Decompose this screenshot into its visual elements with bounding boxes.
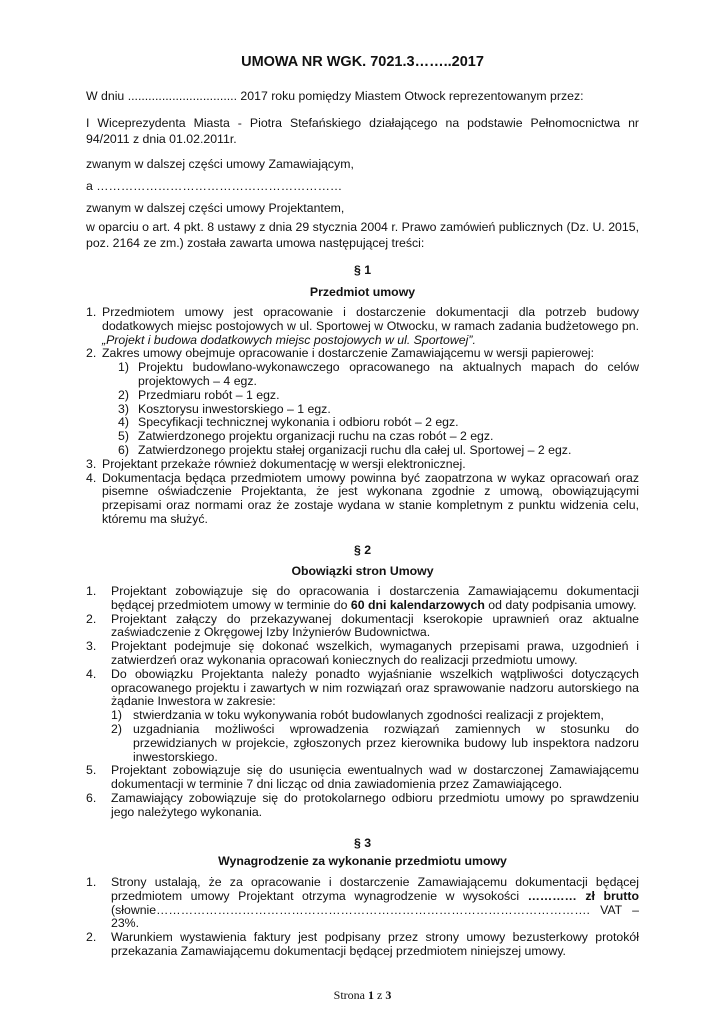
party-a-line: a …………………………………………………… <box>86 179 343 193</box>
amount-gross: ………… zł brutto <box>527 888 639 903</box>
supervision-sublist <box>111 709 639 764</box>
current-page: 1 <box>368 988 374 1002</box>
legal-basis: w oparciu o art. 4 pkt. 8 ustawy z dnia 29 stycznia 2004 r. Prawo zamówień publicznych (Dz. U. 2015, poz. 2164 ze zm.) została zawarta umowa następującej treści: <box>86 220 639 250</box>
list-item: 2. Zakres umowy obejmuje opracowanie i dostarczenie Zamawiającemu w wersji papierowej: 1) Projektu budowlano-wykonawczego opracowanego na aktualnych mapach do celów projektowych – 4 egz. 2) Przedmiaru robót – 1 egz. 3) Kosztorysu inwestorskiego – 1 egz. 4) Specyfikacji technicznej wykonania i odbioru robót – 2 egz. 5) Zatwierdzonego projektu organizacji ruchu na czas robót – 2 egz. 6) Zatwierdzonego projektu stałej organizacji ruchu dla całej ul. Sportowej – 2 egz. <box>86 346 639 457</box>
sublist-item: 1) stwierdzania w toku wykonywania robót budowlanych zgodności realizacji z projektem, <box>111 708 604 723</box>
sublist-item: 5) Zatwierdzonego projektu organizacji ruchu na czas robót – 2 egz. <box>118 429 494 444</box>
list-item: 1. Strony ustalają, że za opracowanie i dostarczenie Zamawiającemu dokumentacji będącej przedmiotem umowy Projektant otrzyma wynagrodzenie w wysokości ………… zł brutto (słownie……………………………………………………………………………………………. VAT – 23%. <box>86 875 639 931</box>
scope-sublist <box>102 361 639 458</box>
section-3-heading: Wynagrodzenie za wykonanie przedmiotu umowy <box>218 854 507 868</box>
section-1-heading: Przedmiot umowy <box>309 285 416 299</box>
list-item: 6. Zamawiający zobowiązuje się do protokolarnego odbioru przedmiotu umowy po sprawdzeniu jego należytego wykonania. <box>86 790 639 819</box>
list-item: 3. Projektant podejmuje się dokonać wszelkich, wymaganych przepisami prawa, uzgodnień i zatwierdzeń oraz wykonania opracowań koniecznych do realizacji przedmiotu umowy. <box>86 639 639 667</box>
list-item: 2. Projektant załączy do przekazywanej dokumentacji kserokopie uprawnień oraz aktualne zaświadczenie z Okręgowej Izby Inżynierów Budownictwa. <box>86 611 639 640</box>
total-pages: 3 <box>385 988 392 1002</box>
sublist-item: 4) Specyfikacji technicznej wykonania i odbioru robót – 2 egz. <box>118 415 459 430</box>
section-3-list <box>86 876 639 959</box>
list-item: 4. Dokumentacja będąca przedmiotem umowy powinna być zaopatrzona w wykaz opracowań oraz pisemne oświadczenie Projektanta, że jest wykonana zgodnie z umową, obowiązującymi przepisami oraz normami oraz że zostaje wydana w stanie kompletnym z punktu widzenia celu, któremu ma służyć. <box>86 470 639 526</box>
sublist-item: 2) uzgadniania możliwości wprowadzenia rozwiązań zamiennych w stosunku do przewidzianych w projekcie, zgłoszonych przez kierownika budowy lub inspektora nadzoru inwestorskiego. <box>111 721 639 764</box>
section-1-list <box>86 306 639 527</box>
section-2-sign: § 2 <box>353 543 372 557</box>
section-2-list <box>86 585 639 820</box>
representative-line: I Wiceprezydenta Miasta - Piotra Stefańskiego działającego na podstawie Pełnomocnictwa nr 94/2011 z dnia 01.02.2011r. <box>86 116 639 146</box>
list-item: 3. Projektant przekaże również dokumentację w wersji elektronicznej. <box>86 456 466 471</box>
deadline-days: 60 dni kalendarzowych <box>350 597 485 612</box>
zamawiajacy-line: zwanym w dalszej części umowy Zamawiającym, <box>86 157 354 171</box>
document-title: UMOWA NR WGK. 7021.3……..2017 <box>241 54 484 70</box>
section-3-sign: § 3 <box>353 836 372 850</box>
section-2-heading: Obowiązki stron Umowy <box>291 564 434 578</box>
section-1-sign: § 1 <box>353 263 372 277</box>
sublist-item: 2) Przedmiaru robót – 1 egz. <box>118 387 280 402</box>
page-footer: Strona 1 z 3 <box>333 988 392 1002</box>
list-item: 1. Przedmiotem umowy jest opracowanie i dostarczenie dokumentacji dla potrzeb budowy dodatkowych miejsc postojowych w ul. Sportowej w Otwocku, w ramach zadania budżetowego pn. „Projekt i budowa dodatkowych miejsc postojowych w ul. Sportowej”. <box>86 305 639 347</box>
list-item: 5. Projektant zobowiązuje się do usunięcia ewentualnych wad w dostarczonej Zamawiającemu dokumentacji w terminie 7 dni licząc od dnia zawiadomienia przez Zamawiającego. <box>86 763 639 792</box>
sublist-item: 3) Kosztorysu inwestorskiego – 1 egz. <box>118 401 331 416</box>
date-line: W dniu ................................ 2017 roku pomiędzy Miastem Otwock reprezentowanym przez: <box>86 89 584 103</box>
list-item: 2. Warunkiem wystawienia faktury jest podpisany przez strony umowy bezusterkowy protokół przekazania Zamawiającemu dokumentacji będącej przedmiotem niniejszej umowy. <box>86 930 639 958</box>
list-item: 4. Do obowiązku Projektanta należy ponadto wyjaśnianie wszelkich wątpliwości dotyczących opracowanego projektu i zawartych w nim rozwiązań oraz sprawowanie nadzoru autorskiego na żądanie Inwestora w zakresie: 1) stwierdzania w toku wykonywania robót budowlanych zgodności realizacji z projektem, 2) uzgadniania możliwości wprowadzenia rozwiązań zamiennych w stosunku do przewidzianych w projekcie, zgłoszonych przez kierownika budowy lub inspektora nadzoru inwestorskiego. <box>86 666 639 764</box>
sublist-item: 6) Zatwierdzonego projektu stałej organizacji ruchu dla całej ul. Sportowej – 2 egz. <box>118 442 572 457</box>
projektant-line: zwanym w dalszej części umowy Projektantem, <box>86 201 345 215</box>
task-name: „Projekt i budowa dodatkowych miejsc postojowych w ul. Sportowej”. <box>102 332 476 347</box>
list-item: 1. Projektant zobowiązuje się do opracowania i dostarczenia Zamawiającemu dokumentacji będącej przedmiotem umowy w terminie do 60 dni kalendarzowych od daty podpisania umowy. <box>86 584 639 612</box>
sublist-item: 1) Projektu budowlano-wykonawczego opracowanego na aktualnych mapach do celów projektowych – 4 egz. <box>118 360 639 388</box>
